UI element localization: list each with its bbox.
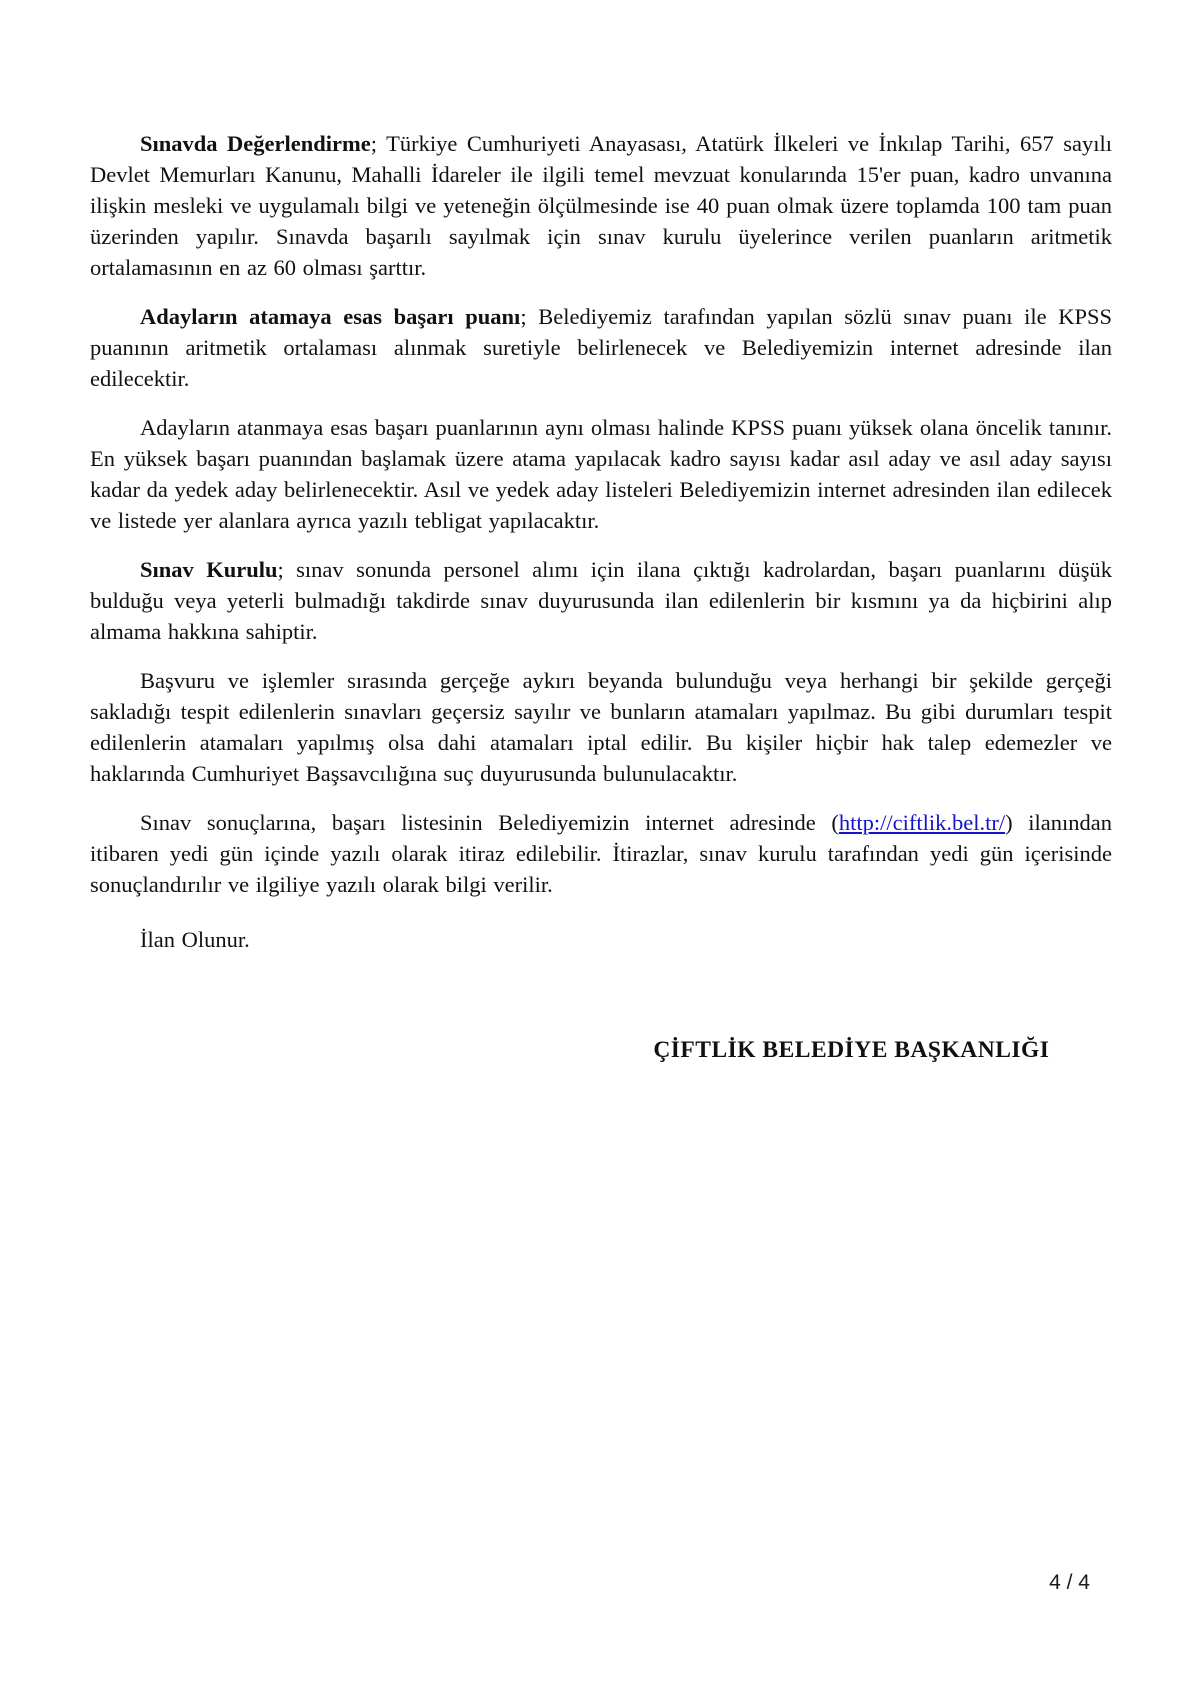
bold-lead-exam-evaluation: Sınavda Değerlendirme xyxy=(140,131,371,156)
paragraph-text: ) ilanından itibaren yedi gün içinde yazılı olarak itiraz edilebilir. İtirazlar, sınav kurulu tarafından yedi gün içerisinde sonuçlandırılır ve ilgiliye yazılı olarak bilgi verilir. xyxy=(90,810,1112,897)
paragraph-text: ; Belediyemiz tarafından yapılan sözlü sınav puanı ile KPSS puanının aritmetik ortalaması alınmak suretiyle belirlenecek ve Belediyemizin internet adresinde ilan edilecektir. xyxy=(90,304,1112,391)
paragraph-results-objection xyxy=(90,807,1112,900)
page-number: 4 / 4 xyxy=(1049,1571,1090,1594)
paragraph-appointment-score xyxy=(90,301,1112,394)
paragraph-false-declaration xyxy=(90,665,1112,789)
ciftlik-website-link[interactable]: http://ciftlik.bel.tr/ xyxy=(838,810,1006,835)
paragraph-text: ; sınav sonunda personel alımı için ilana çıktığı kadrolardan, başarı puanlarını düşük bulduğu veya yeterli bulmadığı takdirde sınav duyurusunda ilan edilenlerin bir kısmını ya da hiçbirini alıp almama hakkına sahiptir. xyxy=(90,557,1112,644)
paragraph-text: Adayların atanmaya esas başarı puanlarının aynı olması halinde KPSS puanı yüksek olana öncelik tanınır. En yüksek başarı puanından başlamak üzere atama yapılacak kadro sayısı kadar asıl aday ve asıl aday sayısı kadar da yedek aday belirlenecektir. Asıl ve yedek aday listeleri Belediyemizin internet adresinden ilan edilecek ve listede yer alanlara ayrıca yazılı tebligat yapılacaktır. xyxy=(90,415,1112,533)
signature-block xyxy=(591,1035,1112,1066)
paragraph-exam-evaluation xyxy=(90,128,1112,283)
paragraph-tie-break-rule xyxy=(90,412,1112,536)
paragraph-text: ; Türkiye Cumhuriyeti Anayasası, Atatürk İlkeleri ve İnkılap Tarihi, 657 sayılı Devlet Memurları Kanunu, Mahalli İdareler ile ilgili temel mevzuat konularında 15'er puan, kadro unvanına ilişkin mesleki ve uygulamalı bilgi ve yeteneğin ölçülmesinde ise 40 puan olmak üzere toplamda 100 tam puan üzerinden yapılır. Sınavda başarılı sayılmak için sınav kurulu üyelerince verilen puanların aritmetik ortalamasının en az 60 olması şarttır. xyxy=(90,131,1112,280)
signature-text: ÇİFTLİK BELEDİYE BAŞKANLIĞI xyxy=(653,1037,1050,1063)
paragraph-exam-board xyxy=(90,554,1112,647)
closing-statement: İlan Olunur. xyxy=(140,927,250,952)
bold-lead-exam-board: Sınav Kurulu xyxy=(140,557,278,582)
paragraph-text: Sınav sonuçlarına, başarı listesinin Belediyemizin internet adresinde ( xyxy=(140,810,839,835)
bold-lead-appointment-score: Adayların atamaya esas başarı puanı xyxy=(140,304,521,329)
paragraph-text: Başvuru ve işlemler sırasında gerçeğe aykırı beyanda bulunduğu veya herhangi bir şekilde gerçeği sakladığı tespit edilenlerin sınavları geçersiz sayılır ve bunların atamaları yapılmaz. Bu gibi durumları tespit edilenlerin atamaları yapılmış olsa dahi atamaları iptal edilir. Bu kişiler hiçbir hak talep edemezler ve haklarında Cumhuriyet Başsavcılığına suç duyurusunda bulunulacaktır. xyxy=(90,668,1112,786)
